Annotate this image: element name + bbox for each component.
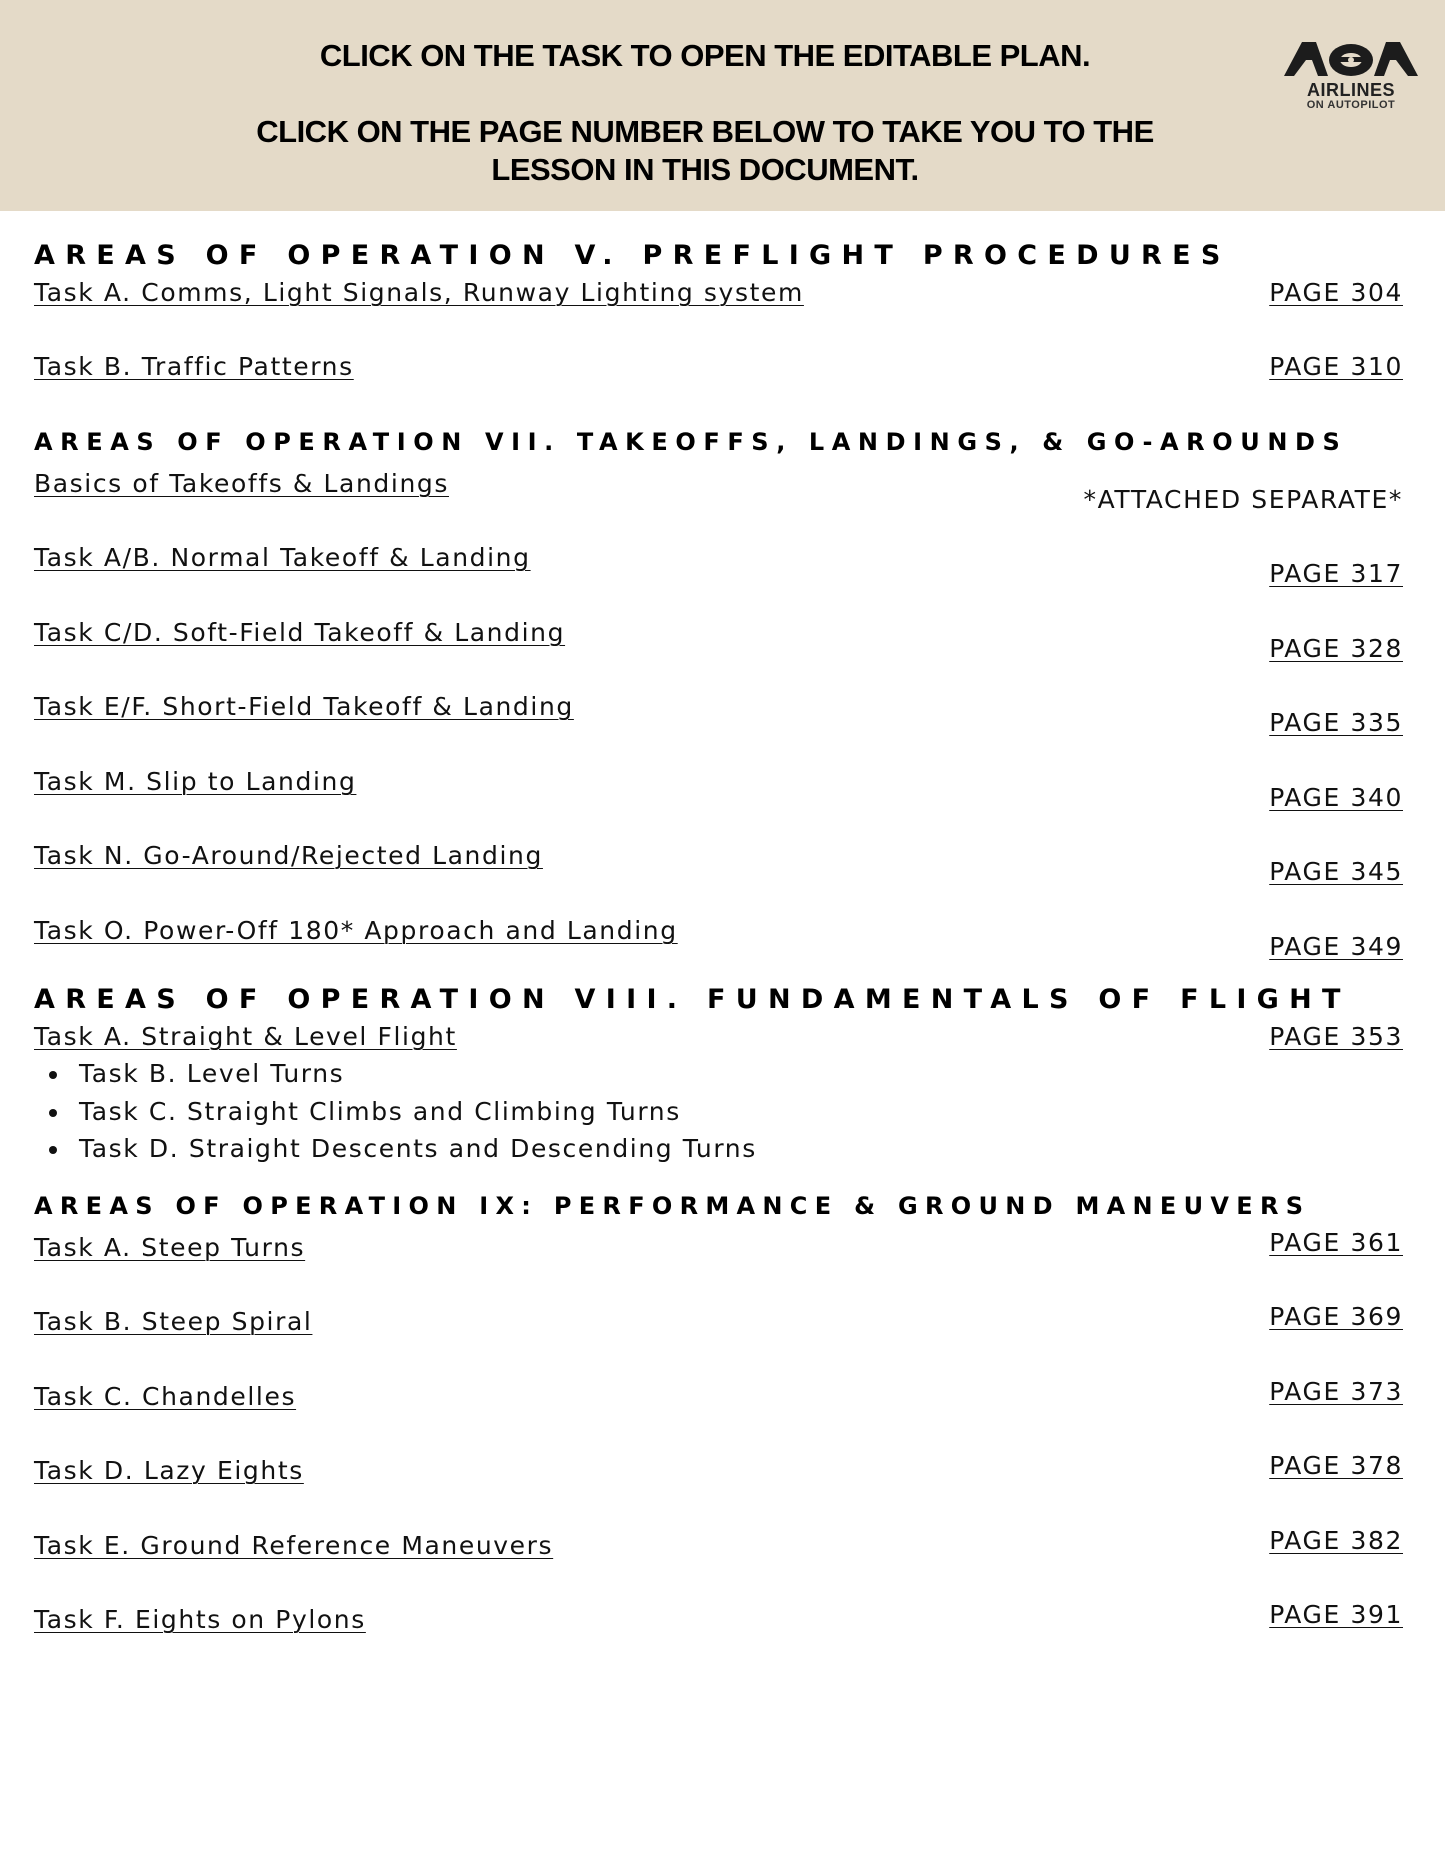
page-link-391[interactable]: PAGE 391 xyxy=(1269,1600,1403,1629)
page-link-361[interactable]: PAGE 361 xyxy=(1269,1228,1403,1257)
list-item xyxy=(34,1097,757,1135)
page-link-328[interactable]: PAGE 328 xyxy=(1269,634,1403,663)
page-link-340[interactable]: PAGE 340 xyxy=(1269,783,1403,812)
page-link-349[interactable]: PAGE 349 xyxy=(1269,932,1403,961)
task-link-slip-to-landing[interactable]: Task M. Slip to Landing xyxy=(34,767,357,796)
task-link-straight-level-flight[interactable]: Task A. Straight & Level Flight xyxy=(34,1022,457,1051)
bullet-icon xyxy=(49,1146,57,1154)
page-link-382[interactable]: PAGE 382 xyxy=(1269,1526,1403,1555)
page-link-369[interactable]: PAGE 369 xyxy=(1269,1302,1403,1331)
page-link-317[interactable]: PAGE 317 xyxy=(1269,559,1403,588)
instructions-banner xyxy=(0,0,1445,211)
section-heading-fundamentals: AREAS OF OPERATION VIII. FUNDAMENTALS OF FLIGHT xyxy=(34,984,1351,1015)
logo-on-autopilot-text: ON AUTOPILOT xyxy=(1306,99,1396,111)
page-link-345[interactable]: PAGE 345 xyxy=(1269,857,1403,886)
page-link-378[interactable]: PAGE 378 xyxy=(1269,1451,1403,1480)
task-link-short-field-takeoff-landing[interactable]: Task E/F. Short-Field Takeoff & Landing xyxy=(34,692,574,721)
task-link-steep-spiral[interactable]: Task B. Steep Spiral xyxy=(34,1307,313,1336)
task-link-eights-on-pylons[interactable]: Task F. Eights on Pylons xyxy=(34,1605,366,1634)
bullet-icon xyxy=(49,1109,57,1117)
task-link-traffic-patterns[interactable]: Task B. Traffic Patterns xyxy=(34,352,354,381)
banner-instruction-3: LESSON IN THIS DOCUMENT. xyxy=(491,152,919,187)
task-link-go-around-rejected-landing[interactable]: Task N. Go-Around/Rejected Landing xyxy=(34,841,543,870)
subtask-level-turns: Task B. Level Turns xyxy=(79,1059,345,1088)
attached-separate-note: *ATTACHED SEPARATE* xyxy=(1083,485,1403,514)
task-link-power-off-180-approach[interactable]: Task O. Power-Off 180* Approach and Landing xyxy=(34,916,678,945)
list-item xyxy=(34,1059,757,1097)
page-link-373[interactable]: PAGE 373 xyxy=(1269,1377,1403,1406)
task-link-basics-takeoffs-landings[interactable]: Basics of Takeoffs & Landings xyxy=(34,469,449,498)
task-link-chandelles[interactable]: Task C. Chandelles xyxy=(34,1382,297,1411)
subtask-straight-climbs: Task C. Straight Climbs and Climbing Turns xyxy=(79,1096,681,1126)
task-link-lazy-eights[interactable]: Task D. Lazy Eights xyxy=(34,1456,304,1485)
banner-instruction-1: CLICK ON THE TASK TO OPEN THE EDITABLE PLAN. xyxy=(319,38,1091,73)
task-link-ground-reference-maneuvers[interactable]: Task E. Ground Reference Maneuvers xyxy=(34,1531,554,1560)
task-link-comms-light-signals[interactable]: Task A. Comms, Light Signals, Runway Lighting system xyxy=(34,278,804,307)
airlines-on-autopilot-logo xyxy=(1282,38,1420,116)
page-link-353[interactable]: PAGE 353 xyxy=(1269,1022,1403,1051)
page-link-310[interactable]: PAGE 310 xyxy=(1269,352,1403,381)
list-item xyxy=(34,1134,757,1172)
section-heading-takeoffs-landings: AREAS OF OPERATION VII. TAKEOFFS, LANDINGS, & GO-AROUNDS xyxy=(34,428,1348,456)
banner-instruction-2: CLICK ON THE PAGE NUMBER BELOW TO TAKE YOU TO THE xyxy=(256,114,1154,149)
bullet-icon xyxy=(49,1071,57,1079)
section-heading-performance-ground-maneuvers: AREAS OF OPERATION IX: PERFORMANCE & GROUND MANEUVERS xyxy=(34,1192,1311,1220)
task-link-steep-turns[interactable]: Task A. Steep Turns xyxy=(34,1233,306,1262)
task-link-soft-field-takeoff-landing[interactable]: Task C/D. Soft-Field Takeoff & Landing xyxy=(34,618,566,647)
page-link-335[interactable]: PAGE 335 xyxy=(1269,708,1403,737)
subtask-straight-descents: Task D. Straight Descents and Descending Turns xyxy=(79,1134,757,1163)
logo-airlines-text: AIRLINES xyxy=(1306,80,1395,100)
page-link-304[interactable]: PAGE 304 xyxy=(1269,278,1403,307)
fundamentals-subtask-list xyxy=(34,1059,757,1172)
aoa-logo-mark-icon xyxy=(1282,38,1420,80)
section-heading-preflight: AREAS OF OPERATION V. PREFLIGHT PROCEDURES xyxy=(34,240,1231,271)
task-link-normal-takeoff-landing[interactable]: Task A/B. Normal Takeoff & Landing xyxy=(34,543,531,572)
